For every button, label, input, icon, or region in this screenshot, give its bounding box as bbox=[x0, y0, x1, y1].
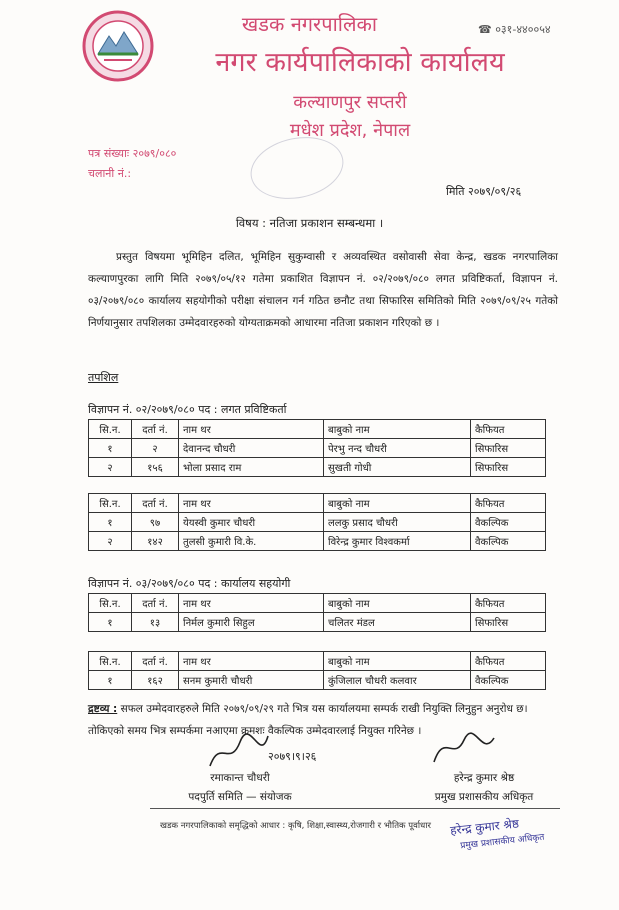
table-cell: भोला प्रसाद राम bbox=[179, 458, 324, 477]
table-row bbox=[89, 513, 546, 532]
table-cell: विरेन्द्र कुमार विश्वकर्मा bbox=[324, 532, 471, 551]
col-header: कैफियत bbox=[471, 594, 546, 613]
table-cell: सिफारिस bbox=[471, 458, 546, 477]
right-signatory-role: प्रमुख प्रशासकीय अधिकृत bbox=[434, 791, 534, 803]
col-header: कैफियत bbox=[471, 652, 546, 671]
table-cell: कुंजिलाल चौधरी कलवार bbox=[324, 671, 471, 690]
table-cell: देवानन्द चौधरी bbox=[179, 439, 324, 458]
table-cell: ललकु प्रसाद चौधरी bbox=[324, 513, 471, 532]
left-signature-date: २०७९।९।२६ bbox=[268, 750, 317, 763]
table-cell: १ bbox=[89, 613, 132, 632]
table-cell: वैकल्पिक bbox=[471, 671, 546, 690]
details-heading: तपशिल bbox=[88, 371, 119, 384]
col-header: बाबुको नाम bbox=[324, 652, 471, 671]
note-text: सफल उम्मेदवारहरुले मिति २०७९/०९/२९ गते भित्र यस कार्यालयमा सम्पर्क राखी नियुक्ति लिनुहुन अनुरोध छ। तोकिएको समय भित्र सम्पर्कमा नआएमा क्रमशः वैकल्पिक उम्मेदवारलाई नियुक्त गरिनेछ । bbox=[88, 703, 528, 737]
letter-date: मिति २०७९/०९/२६ bbox=[446, 185, 522, 198]
footer-divider bbox=[150, 808, 560, 809]
table-cell: वैकल्पिक bbox=[471, 513, 546, 532]
col-header: सि.न. bbox=[89, 652, 132, 671]
stamp-role: प्रमुख प्रशासकीय अधिकृत bbox=[459, 832, 545, 852]
vacancy-1-alternate-table bbox=[88, 493, 546, 551]
vacancy-2-recommended-table bbox=[88, 593, 546, 632]
note-label: द्रष्टव्य : bbox=[88, 703, 118, 715]
col-header: नाम थर bbox=[179, 594, 324, 613]
table-cell: १५६ bbox=[132, 458, 179, 477]
office-province: मधेश प्रदेश, नेपाल bbox=[289, 120, 411, 141]
col-header: कैफियत bbox=[471, 420, 546, 439]
table-header-row bbox=[89, 594, 546, 613]
right-signature bbox=[420, 728, 520, 768]
municipality-name: खडक नगरपालिका bbox=[241, 12, 378, 36]
table-cell: सिफारिस bbox=[471, 439, 546, 458]
table-cell: १ bbox=[89, 439, 132, 458]
table-header-row bbox=[89, 420, 546, 439]
col-header: दर्ता नं. bbox=[132, 494, 179, 513]
col-header: सि.न. bbox=[89, 594, 132, 613]
col-header: दर्ता नं. bbox=[132, 652, 179, 671]
col-header: सि.न. bbox=[89, 494, 132, 513]
stamp-name: हरेन्द्र कुमार श्रेष्ठ bbox=[449, 816, 520, 838]
table-cell: १ bbox=[89, 671, 132, 690]
col-header: दर्ता नं. bbox=[132, 594, 179, 613]
dispatch-number: चलानी नं.: bbox=[88, 167, 132, 180]
table-cell: वैकल्पिक bbox=[471, 532, 546, 551]
table-cell: निर्मल कुमारी सिहुल bbox=[179, 613, 324, 632]
office-location: कल्याणपुर सप्तरी bbox=[293, 92, 407, 113]
table-cell: पेरभु नन्द चौधरी bbox=[324, 439, 471, 458]
table-cell: २ bbox=[132, 439, 179, 458]
col-header: नाम थर bbox=[179, 420, 324, 439]
table-cell: २ bbox=[89, 458, 132, 477]
table-cell: चलितर मंडल bbox=[324, 613, 471, 632]
vacancy-2-title: विज्ञापन नं. ०३/२०७९/०८० पद : कार्यालय सहयोगी bbox=[88, 577, 291, 590]
phone-number: ☎ ०३१-४४००५४ bbox=[478, 23, 551, 36]
reference-number: पत्र संख्याः २०७९/०८० bbox=[88, 147, 177, 160]
table-row bbox=[89, 671, 546, 690]
col-header: बाबुको नाम bbox=[324, 420, 471, 439]
col-header: नाम थर bbox=[179, 652, 324, 671]
left-signatory-name: रमाकान्त चौधरी bbox=[210, 772, 270, 784]
table-header-row bbox=[89, 494, 546, 513]
table-cell: २ bbox=[89, 532, 132, 551]
col-header: नाम थर bbox=[179, 494, 324, 513]
table-cell: सुखती गोधी bbox=[324, 458, 471, 477]
table-cell: सनम कुमारी चौधरी bbox=[179, 671, 324, 690]
table-cell: १ bbox=[89, 513, 132, 532]
col-header: कैफियत bbox=[471, 494, 546, 513]
letter-body: प्रस्तुत विषयमा भूमिहिन दलित, भूमिहिन सुकुम्वासी र अव्यवस्थित वसोवासी सेवा केन्द्र, खडक नगरपालिका कल्याणपुरका लागि मिति २०७९/०५/१२ गतेमा प्रकाशित विज्ञापन नं. ०२/२०७९/०८० लगत प्रविष्टिकर्ता, विज्ञापन नं. ०३/२०७९/०८० कार्यालय सहयोगीको परीक्षा संचालन गर्न गठित छनौट तथा सिफारिस समितिको मिति २०७९/०९/२५ गतेको निर्णयानुसार तपशिलका उम्मेदवारहरुको योग्यताक्रमको आधारमा नतिजा प्रकाशन गरिएको छ । bbox=[88, 251, 558, 329]
table-cell: येयस्वी कुमार चौधरी bbox=[179, 513, 324, 532]
footer-motto: खडक नगरपालिकाको समृद्धिको आधार : कृषि, शिक्षा,स्वास्थ्य,रोजगारी र भौतिक पूर्वाधार bbox=[160, 821, 431, 831]
col-header: बाबुको नाम bbox=[324, 594, 471, 613]
table-cell: १३ bbox=[132, 613, 179, 632]
office-name: नगर कार्यपालिकाको कार्यालय bbox=[215, 47, 505, 78]
left-signatory-role: पदपुर्ति समिति — संयोजक bbox=[188, 791, 292, 803]
table-row bbox=[89, 613, 546, 632]
col-header: सि.न. bbox=[89, 420, 132, 439]
table-cell: तुलसी कुमारी वि.के. bbox=[179, 532, 324, 551]
vacancy-1-title: विज्ञापन नं. ०२/२०७९/०८० पद : लगत प्रविष्टिकर्ता bbox=[88, 403, 287, 416]
vacancy-1-recommended-table bbox=[88, 419, 546, 477]
vacancy-2-alternate-table bbox=[88, 651, 546, 690]
left-signature bbox=[150, 728, 360, 774]
table-cell: १४२ bbox=[132, 532, 179, 551]
table-cell: ९७ bbox=[132, 513, 179, 532]
table-row bbox=[89, 532, 546, 551]
table-header-row bbox=[89, 652, 546, 671]
table-cell: सिफारिस bbox=[471, 613, 546, 632]
table-row bbox=[89, 458, 546, 477]
table-cell: १६२ bbox=[132, 671, 179, 690]
col-header: दर्ता नं. bbox=[132, 420, 179, 439]
right-signatory-name: हरेन्द्र कुमार श्रेष्ठ bbox=[453, 772, 515, 784]
col-header: बाबुको नाम bbox=[324, 494, 471, 513]
letter-subject: विषय : नतिजा प्रकाशन सम्बन्धमा । bbox=[235, 216, 384, 230]
table-row bbox=[89, 439, 546, 458]
